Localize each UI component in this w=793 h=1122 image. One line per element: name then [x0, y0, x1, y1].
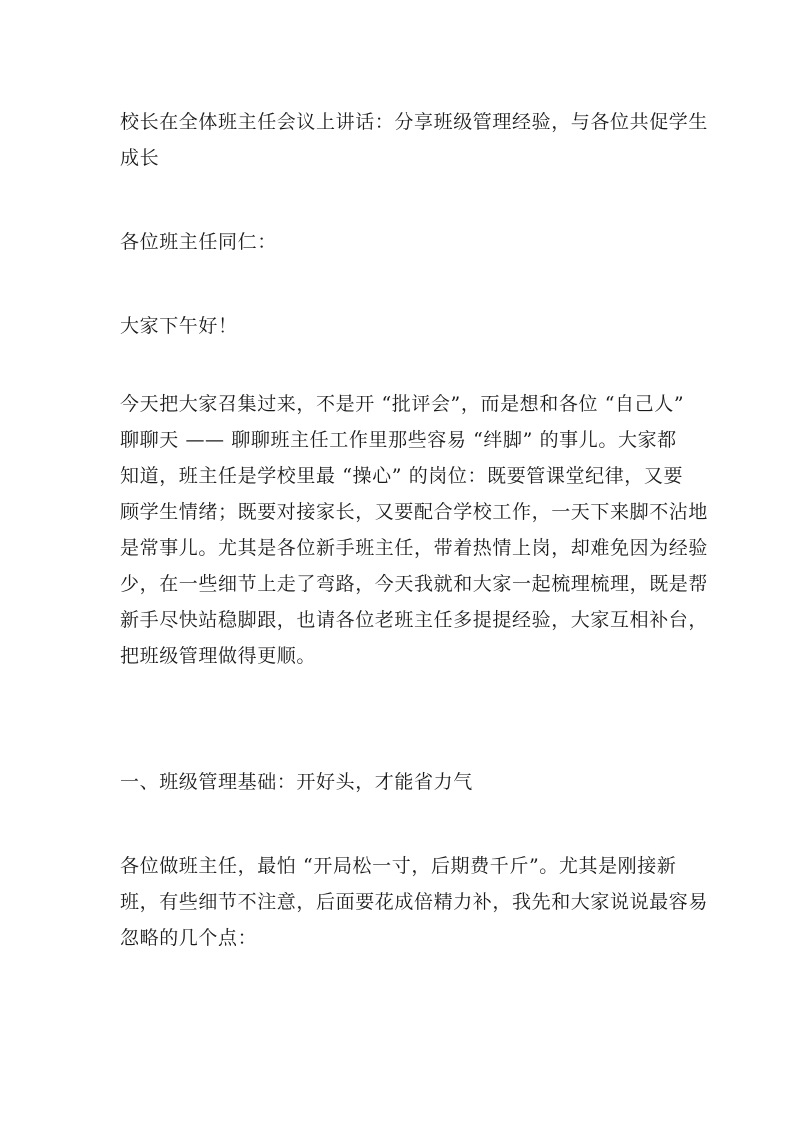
greeting: 大家下午好！	[120, 315, 238, 337]
section-1-heading: 一、班级管理基础：开好头，才能省力气	[120, 771, 473, 793]
intro-paragraph-line: 知道，班主任是学校里最 “操心” 的岗位：既要管课堂纪律，又要	[120, 465, 684, 487]
section-1-paragraph-line: 各位做班主任，最怕 “开局松一寸，后期费千斤”。尤其是刚接新	[120, 855, 677, 877]
document-title-line-1: 校长在全体班主任会议上讲话：分享班级管理经验，与各位共促学生	[120, 111, 709, 133]
intro-paragraph-line: 聊聊天 —— 聊聊班主任工作里那些容易 “绊脚” 的事儿。大家都	[120, 429, 677, 451]
document-title-line-2: 成长	[120, 147, 160, 169]
intro-paragraph-line: 是常事儿。尤其是各位新手班主任，带着热情上岗，却难免因为经验	[120, 537, 709, 559]
intro-paragraph-line: 今天把大家召集过来，不是开 “批评会”，而是想和各位 “自己人”	[120, 393, 685, 415]
intro-paragraph-line: 少，在一些细节上走了弯路，今天我就和大家一起梳理梳理，既是帮	[120, 573, 709, 595]
section-1-paragraph-line: 班，有些细节不注意，后面要花成倍精力补，我先和大家说说最容易	[120, 891, 709, 913]
salutation: 各位班主任同仁：	[120, 231, 277, 253]
section-1-paragraph-line: 忽略的几个点：	[120, 927, 258, 949]
intro-paragraph-line: 新手尽快站稳脚跟，也请各位老班主任多提提经验，大家互相补台，	[120, 609, 709, 631]
intro-paragraph-line: 把班级管理做得更顺。	[120, 645, 317, 667]
intro-paragraph-line: 顾学生情绪；既要对接家长，又要配合学校工作，一天下来脚不沾地	[120, 501, 709, 523]
